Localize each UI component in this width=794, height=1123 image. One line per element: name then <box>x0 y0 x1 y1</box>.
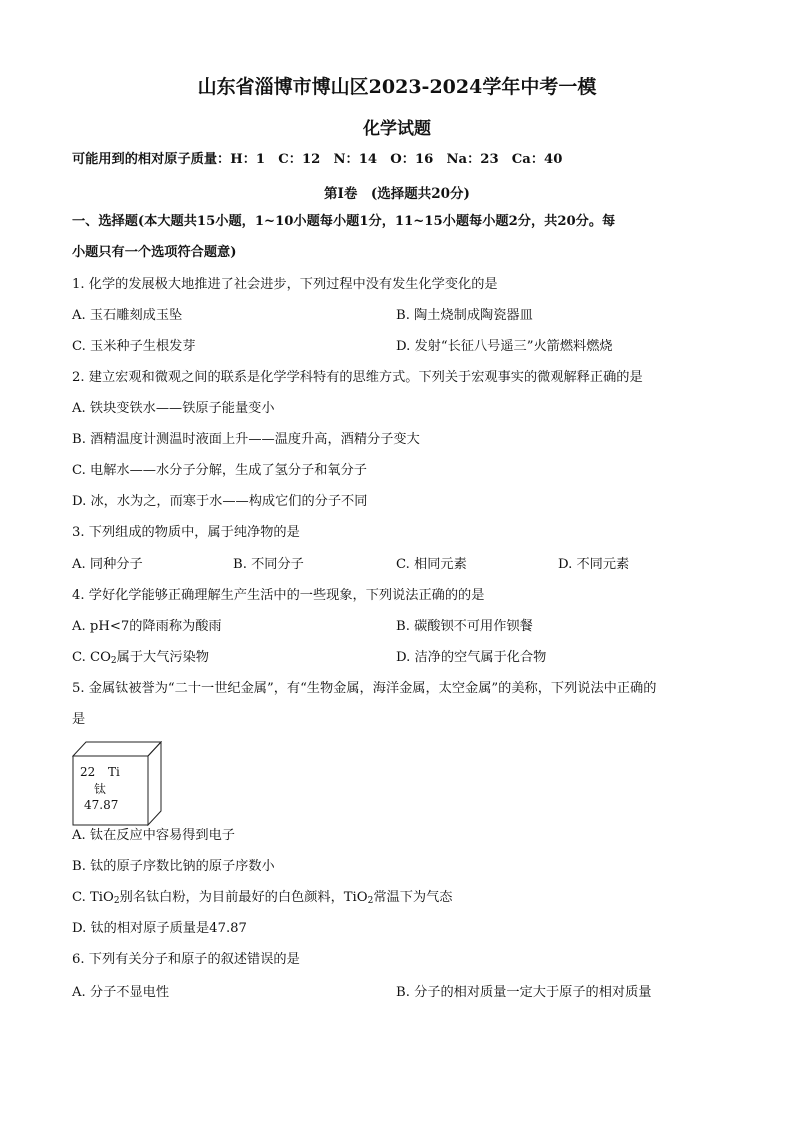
q4-option-a: A. pH<7的降雨称为酸雨 <box>72 619 222 634</box>
q5-option-b: B. 钛的原子序数比钠的原子序数小 <box>72 859 275 874</box>
q4-option-b: B. 碳酸钡不可用作钡餐 <box>396 619 533 634</box>
element-tile-titanium <box>72 741 162 826</box>
q3-option-b: B. 不同分子 <box>233 557 304 572</box>
q1-option-c: C. 玉米种子生根发芽 <box>72 339 196 354</box>
element-tile-frame <box>72 741 162 826</box>
q3-option-a: A. 同种分子 <box>72 557 143 572</box>
q3-option-c: C. 相同元素 <box>396 557 467 572</box>
q5-stem-1: 5. 金属钛被誉为“二十一世纪金属”，有“生物金属，海洋金属，太空金属”的美称，下列说法中正确的 <box>72 681 657 696</box>
q2-option-c: C. 电解水——水分子分解，生成了氢分子和氧分子 <box>72 463 367 478</box>
q5-option-c <box>72 889 452 907</box>
q2-option-a: A. 铁块变铁水——铁原子能量变小 <box>72 401 275 416</box>
q2-option-d: D. 冰，水为之，而寒于水——构成它们的分子不同 <box>72 494 368 509</box>
q6-stem: 6. 下列有关分子和原子的叙述错误的是 <box>72 952 300 967</box>
q1-option-d: D. 发射“长征八号遥三”火箭燃料燃烧 <box>396 339 613 354</box>
q5-stem-2: 是 <box>72 712 86 727</box>
element-name: 钛 <box>94 782 107 796</box>
section-heading: 第Ⅰ卷 (选择题共20分) <box>324 186 470 202</box>
q5-option-d: D. 钛的相对原子质量是47.87 <box>72 921 247 936</box>
q6-option-b: B. 分子的相对质量一定大于原子的相对质量 <box>396 985 652 1000</box>
page-subtitle: 化学试题 <box>363 119 431 139</box>
q2-stem: 2. 建立宏观和微观之间的联系是化学学科特有的思维方式。下列关于宏观事实的微观解释正确的是 <box>72 370 643 385</box>
q1-option-a: A. 玉石雕刻成玉坠 <box>72 308 183 323</box>
q5-c-text-1: C. TiO <box>72 890 114 905</box>
q4-c-subscript: 2 <box>110 656 117 666</box>
q4-option-d: D. 洁净的空气属于化合物 <box>396 650 547 665</box>
q6-option-a: A. 分子不显电性 <box>72 985 170 1000</box>
q4-c-text-2: 属于大气污染物 <box>116 650 209 665</box>
q2-option-b: B. 酒精温度计测温时液面上升——温度升高，酒精分子变大 <box>72 432 420 447</box>
q4-option-c <box>72 649 209 667</box>
element-symbol: Ti <box>108 765 120 779</box>
section-instructions-1: 一、选择题(本大题共15小题，1~10小题每小题1分，11~15小题每小题2分，共20分。每 <box>72 214 616 229</box>
q1-option-b: B. 陶土烧制成陶瓷器皿 <box>396 308 533 323</box>
q5-c-subscript-1: 2 <box>113 896 120 906</box>
q3-option-d: D. 不同元素 <box>558 557 630 572</box>
element-atomic-number: 22 <box>80 765 96 779</box>
q4-stem: 4. 学好化学能够正确理解生产生活中的一些现象，下列说法正确的的是 <box>72 588 485 603</box>
q5-option-a: A. 钛在反应中容易得到电子 <box>72 828 235 843</box>
q1-stem: 1. 化学的发展极大地推进了社会进步，下列过程中没有发生化学变化的是 <box>72 277 498 292</box>
q4-c-text: C. CO <box>72 650 111 665</box>
atomic-masses: 可能用到的相对原子质量：H：1 C：12 N：14 O：16 Na：23 Ca：40 <box>72 152 563 167</box>
q3-stem: 3. 下列组成的物质中，属于纯净物的是 <box>72 525 300 540</box>
element-atomic-mass: 47.87 <box>84 798 119 812</box>
q5-c-text-2: 别名钛白粉，为目前最好的白色颜料，TiO <box>119 890 368 905</box>
q5-c-subscript-2: 2 <box>367 896 374 906</box>
q5-c-text-3: 常温下为气态 <box>373 890 453 905</box>
section-instructions-2: 小题只有一个选项符合题意) <box>72 245 237 260</box>
page-title: 山东省淄博市博山区2023-2024学年中考一模 <box>197 76 597 98</box>
